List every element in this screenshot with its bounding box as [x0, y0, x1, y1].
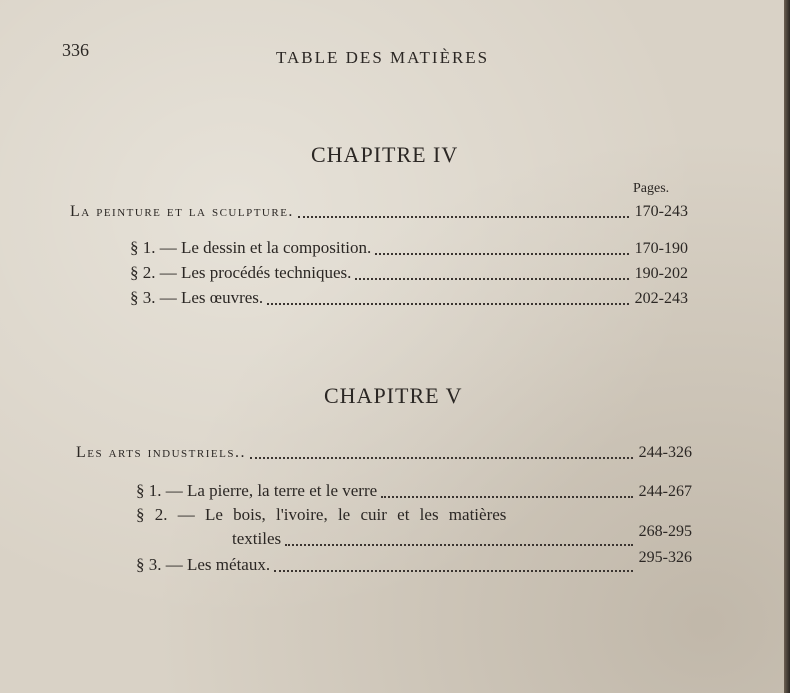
toc-entry-pages: 170-190 — [634, 240, 688, 257]
pages-column-label: Pages. — [633, 181, 670, 196]
toc-entry-label-continued: textiles — [232, 529, 282, 548]
toc-entry-label: La peinture et la sculpture. — [70, 203, 294, 220]
toc-section-entry — [130, 263, 688, 283]
page-edge — [784, 0, 790, 693]
chapter-title: CHAPITRE IV — [311, 142, 459, 167]
running-title: TABLE DES MATIÈRES — [276, 48, 490, 67]
leader-dots — [267, 303, 629, 305]
toc-entry-pages: 268-295 — [638, 523, 692, 540]
toc-section-entry — [136, 549, 692, 575]
toc-section-entry — [130, 238, 688, 258]
leader-dots — [250, 457, 633, 459]
toc-entry-label: § 2. — Les procédés techniques. — [130, 263, 352, 282]
toc-entry-label: § 2. — Le bois, l'ivoire, le cuir et les matières — [136, 505, 507, 524]
toc-entry-pages: 170-243 — [634, 203, 688, 220]
toc-section-entry — [232, 523, 692, 549]
toc-entry-pages: 244-267 — [638, 483, 692, 500]
leader-dots — [355, 278, 628, 280]
toc-entry-pages: 295-326 — [638, 549, 692, 566]
toc-entry-label: § 1. — Le dessin et la composition. — [130, 238, 372, 257]
toc-entry-label: § 3. — Les œuvres. — [130, 288, 264, 307]
toc-section-entry — [130, 288, 688, 308]
toc-entry-pages: 190-202 — [634, 265, 688, 282]
toc-entry-label: § 3. — Les métaux. — [136, 555, 271, 574]
leader-dots — [381, 496, 633, 498]
leader-dots — [375, 253, 628, 255]
toc-section-entry — [136, 481, 692, 501]
leader-dots — [274, 570, 633, 572]
toc-chapter-entry — [70, 203, 688, 221]
page-number: 336 — [62, 40, 89, 60]
toc-entry-pages: 202-243 — [634, 290, 688, 307]
toc-entry-label: Les arts industriels.. — [76, 444, 246, 461]
chapter-title: CHAPITRE V — [324, 383, 463, 408]
toc-chapter-entry — [76, 444, 692, 462]
toc-entry-label: § 1. — La pierre, la terre et le verre — [136, 481, 378, 500]
leader-dots — [298, 216, 629, 218]
toc-entry-pages: 244-326 — [638, 444, 692, 461]
leader-dots — [285, 544, 633, 546]
